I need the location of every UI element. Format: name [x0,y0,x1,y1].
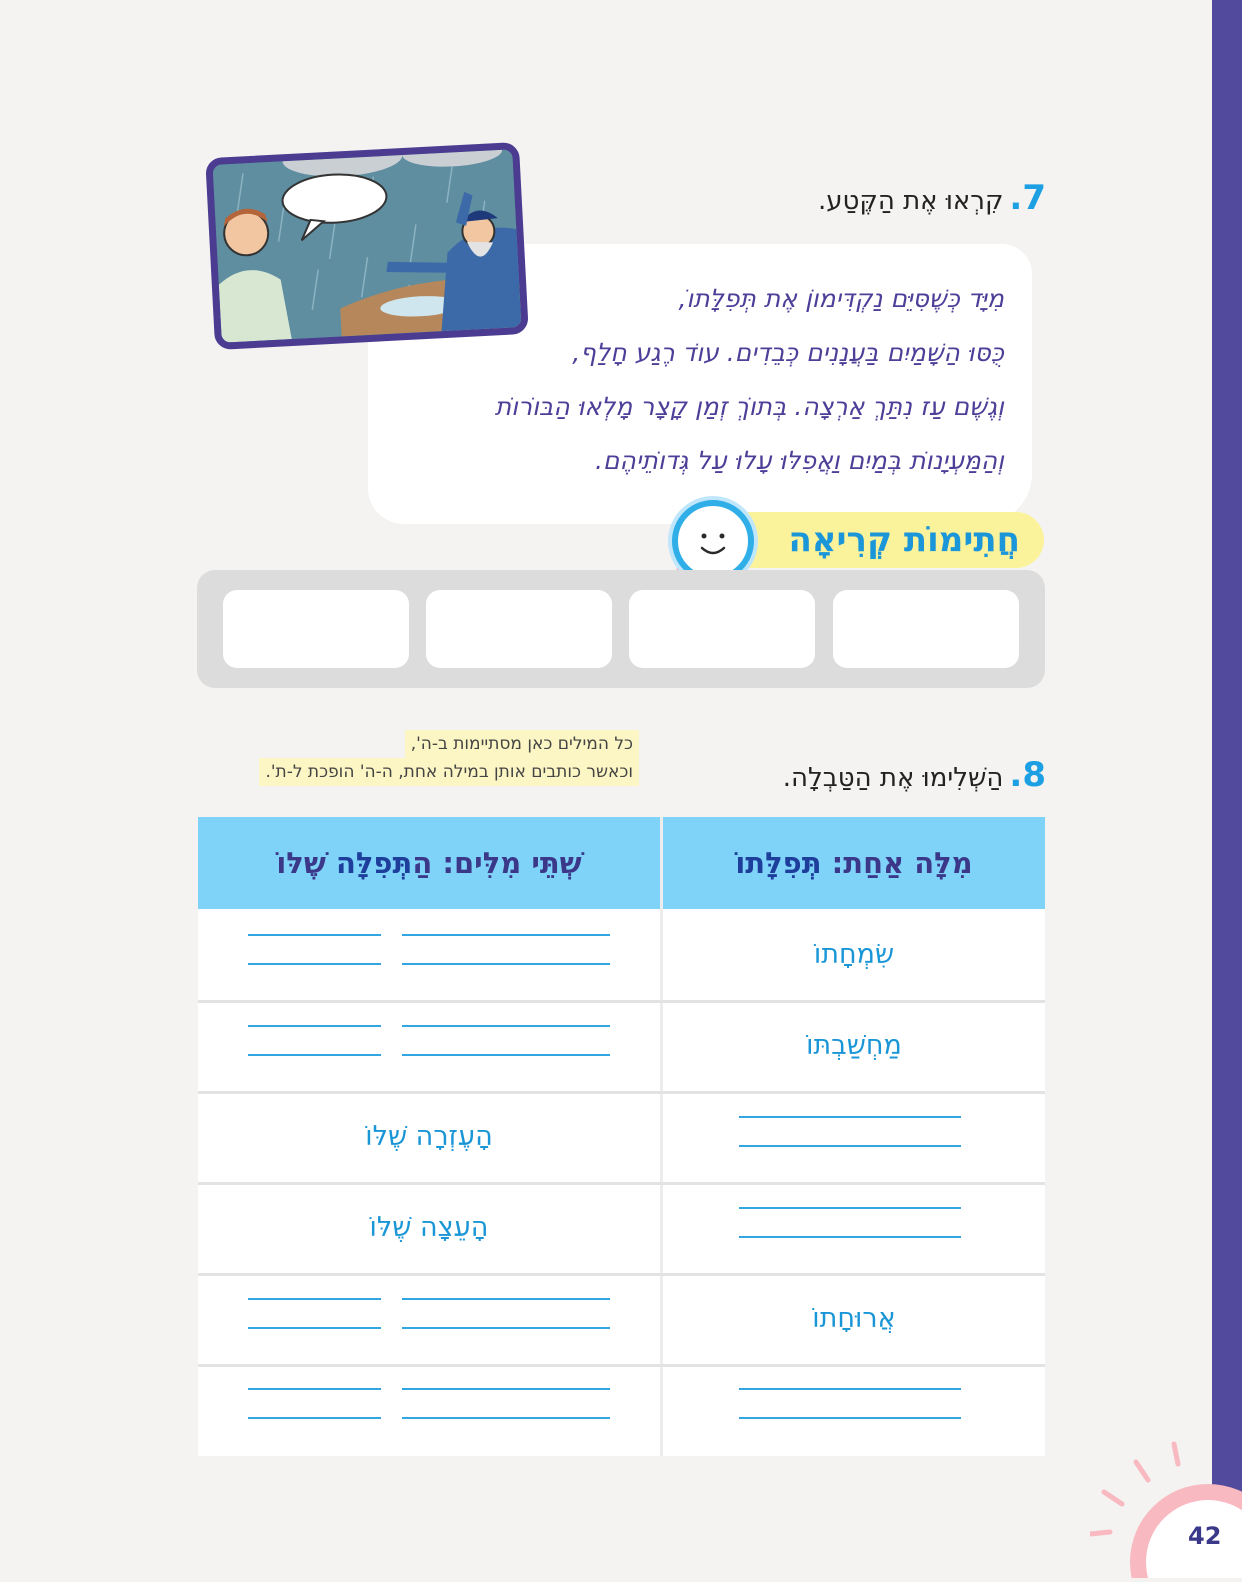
signature-box-2[interactable] [629,590,815,668]
passage-line-3: וְגֶשֶׁם עַז נִתַּךְ אַרְצָה. בְּתוֹךְ זְמַן קָצָר מָלְאוּ הַבּוֹרוֹת [494,392,1004,421]
reading-signatures-label: חֲתִימוֹת קְרִיאָה [718,512,1044,568]
answer-line[interactable] [402,963,610,965]
answer-line[interactable] [248,963,381,965]
passage-line-1: מִיָּד כְּשֶׁסִּיֵּם נַקְדִּימוֹן אֶת תְּפִלָּתוֹ, [678,284,1004,313]
answer-line[interactable] [739,1116,961,1118]
answer-line[interactable] [248,1417,381,1419]
answer-line[interactable] [402,1417,610,1419]
answer-line[interactable] [402,1298,610,1300]
answer-line[interactable] [402,1054,610,1056]
answer-line[interactable] [402,1388,610,1390]
table-row-1-one-word: שִׂמְחָתוֹ [813,939,895,970]
page-edge-bar [1212,0,1242,1578]
header-one-word [663,817,1045,909]
passage-line-2: כֻּסּוּ הַשָּׁמַיִם בַּעֲנָנִים כְּבֵדִים. עוֹד רֶגַע חָלַף, [572,338,1004,367]
tip-note-line-1: כל המילים כאן מסתיימות ב-ה', [405,730,639,758]
table-row-4-two-words: הָעֵצָה שֶׁלּוֹ [369,1212,489,1243]
row-divider [198,1364,1045,1367]
exercise-7-title [818,178,1046,218]
completion-table [198,817,1045,1456]
header-two-words-word: תְּפִלָּה [335,846,413,880]
answer-line[interactable] [248,1298,381,1300]
answer-line[interactable] [248,1388,381,1390]
exercise-8-instruction: הַשְׁלִימוּ אֶת הַטַּבְלָה. [782,763,1004,793]
signature-box-3[interactable] [426,590,612,668]
answer-line[interactable] [248,934,381,936]
passage-line-4: וְהַמַּעְיָנוֹת בְּמַיִם וַאֲפִלּוּ עָלוּ עַל גְּדוֹתֵיהֶם. [594,446,1004,475]
header-one-word-prefix: מִלָּה אַחַת: [831,846,973,880]
table-row-2-one-word: מַחְשַׁבְתּוֹ [806,1030,902,1061]
answer-line[interactable] [739,1417,961,1419]
header-two-words [198,817,660,909]
answer-line[interactable] [248,1327,381,1329]
exercise-8-title [783,755,1046,795]
page-corner-sun-icon [1090,1440,1242,1578]
exercise-8-number: 8. [1009,755,1046,795]
page-number: 42 [1188,1522,1222,1550]
answer-line[interactable] [739,1145,961,1147]
rain-illustration [205,142,529,350]
rain-scene-image [213,149,522,342]
tip-note [259,730,639,786]
table-row-5-one-word: אֲרוּחָתוֹ [812,1303,896,1334]
answer-line[interactable] [739,1388,961,1390]
signature-box-4[interactable] [223,590,409,668]
table-row-3-two-words: הָעֶזְרָה שֶׁלּוֹ [365,1121,493,1152]
header-two-words-ha: הַ [412,846,433,880]
answer-line[interactable] [739,1236,961,1238]
answer-line[interactable] [739,1207,961,1209]
answer-line[interactable] [402,934,610,936]
answer-line[interactable] [248,1025,381,1027]
tip-note-line-2: וכאשר כותבים אותן במילה אחת, ה-ה' הופכת ל-ת'. [259,758,639,786]
answer-line[interactable] [402,1327,610,1329]
exercise-7-instruction: קִרְאוּ אֶת הַקֶּטַע. [817,186,1004,216]
header-two-words-suffix: שֶׁלּוֹ [276,846,326,880]
answer-line[interactable] [248,1054,381,1056]
answer-line[interactable] [402,1025,610,1027]
signature-box-1[interactable] [833,590,1019,668]
signature-boxes-panel [197,570,1045,688]
header-two-words-prefix: שְׁתֵּי מִלִּים: [442,846,582,880]
header-one-word-example: תְּפִלָּתוֹ [735,846,822,880]
exercise-7-number: 7. [1009,178,1046,218]
